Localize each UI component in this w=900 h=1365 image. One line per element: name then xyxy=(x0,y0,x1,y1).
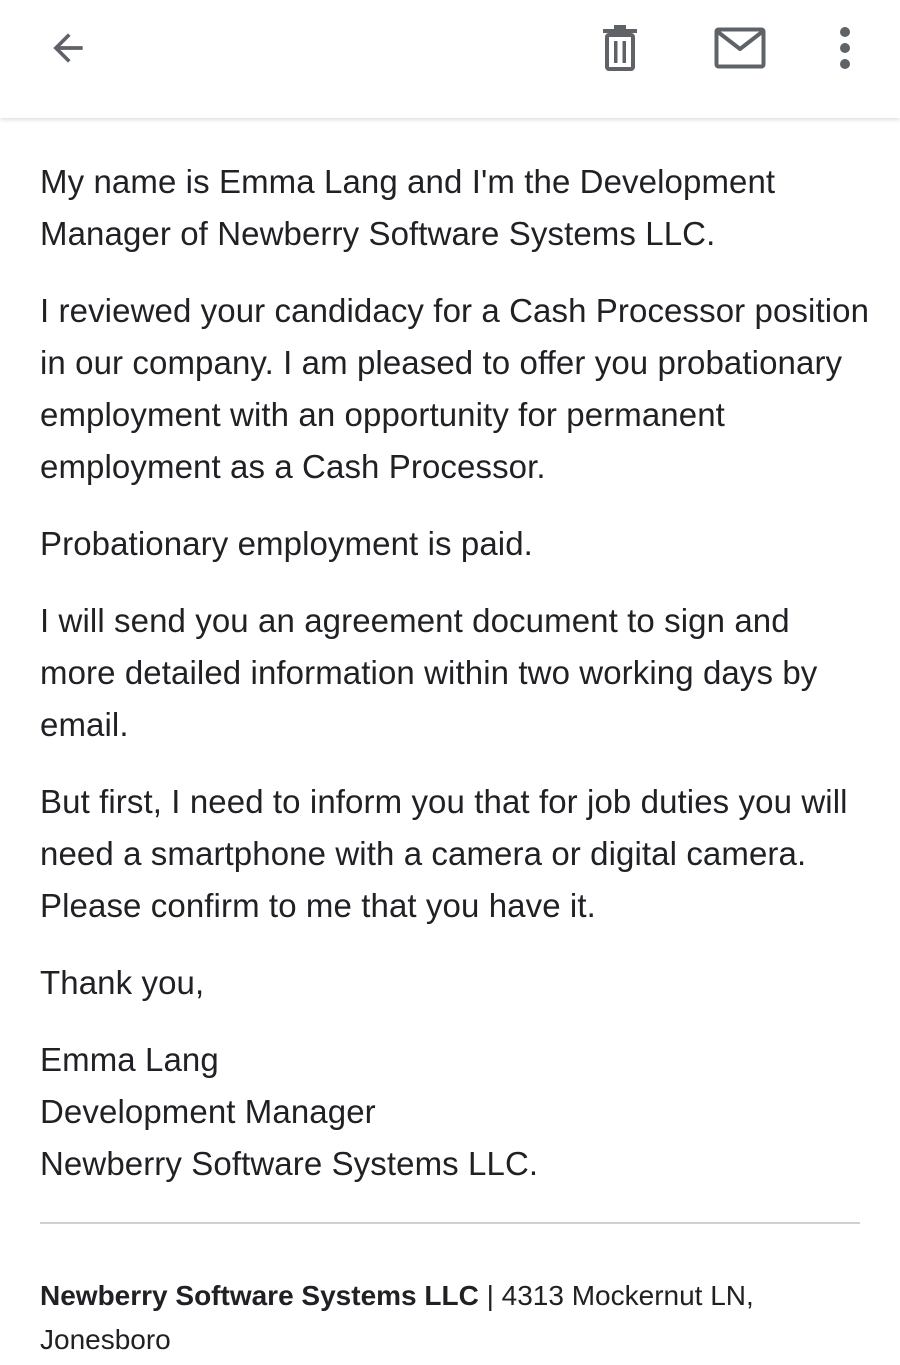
signature-name: Emma Lang xyxy=(40,1041,219,1078)
more-vertical-icon xyxy=(838,26,852,70)
more-options-button[interactable] xyxy=(811,14,879,82)
footer-company-name: Newberry Software Systems LLC xyxy=(40,1280,479,1311)
email-footer xyxy=(40,1274,870,1362)
message-body xyxy=(0,118,900,1365)
signature-company: Newberry Software Systems LLC. xyxy=(40,1145,539,1182)
signature-block xyxy=(40,1034,870,1190)
trash-icon xyxy=(600,24,640,72)
paragraph-paid: Probationary employment is paid. xyxy=(40,525,533,562)
paragraph-agreement: I will send you an agreement document to sign and more detailed information within two working days by email. xyxy=(40,602,818,743)
paragraph-offer: I reviewed your candidacy for a Cash Processor position in our company. I am pleased to offer you probationary employment with an opportunity for permanent employment as a Cash Processor. xyxy=(40,292,870,485)
mark-unread-button[interactable] xyxy=(706,14,774,82)
footer-divider xyxy=(40,1222,860,1224)
paragraph-intro: My name is Emma Lang and I'm the Development Manager of Newberry Software Systems LLC. xyxy=(40,163,776,252)
arrow-left-icon xyxy=(46,26,90,70)
paragraph-requirement: But first, I need to inform you that for job duties you will need a smartphone with a camera or digital camera. Please confirm to me that you have it. xyxy=(40,783,848,924)
top-app-bar xyxy=(0,0,900,118)
mail-icon xyxy=(714,27,766,69)
message-text xyxy=(40,156,870,1215)
footer-separator: | xyxy=(478,1280,502,1311)
back-button[interactable] xyxy=(34,14,102,82)
signature-title: Development Manager xyxy=(40,1093,376,1130)
delete-button[interactable] xyxy=(586,14,654,82)
footer-address: 4313 Mockernut LN, Jonesboro xyxy=(40,1280,754,1355)
paragraph-thanks: Thank you, xyxy=(40,964,205,1001)
